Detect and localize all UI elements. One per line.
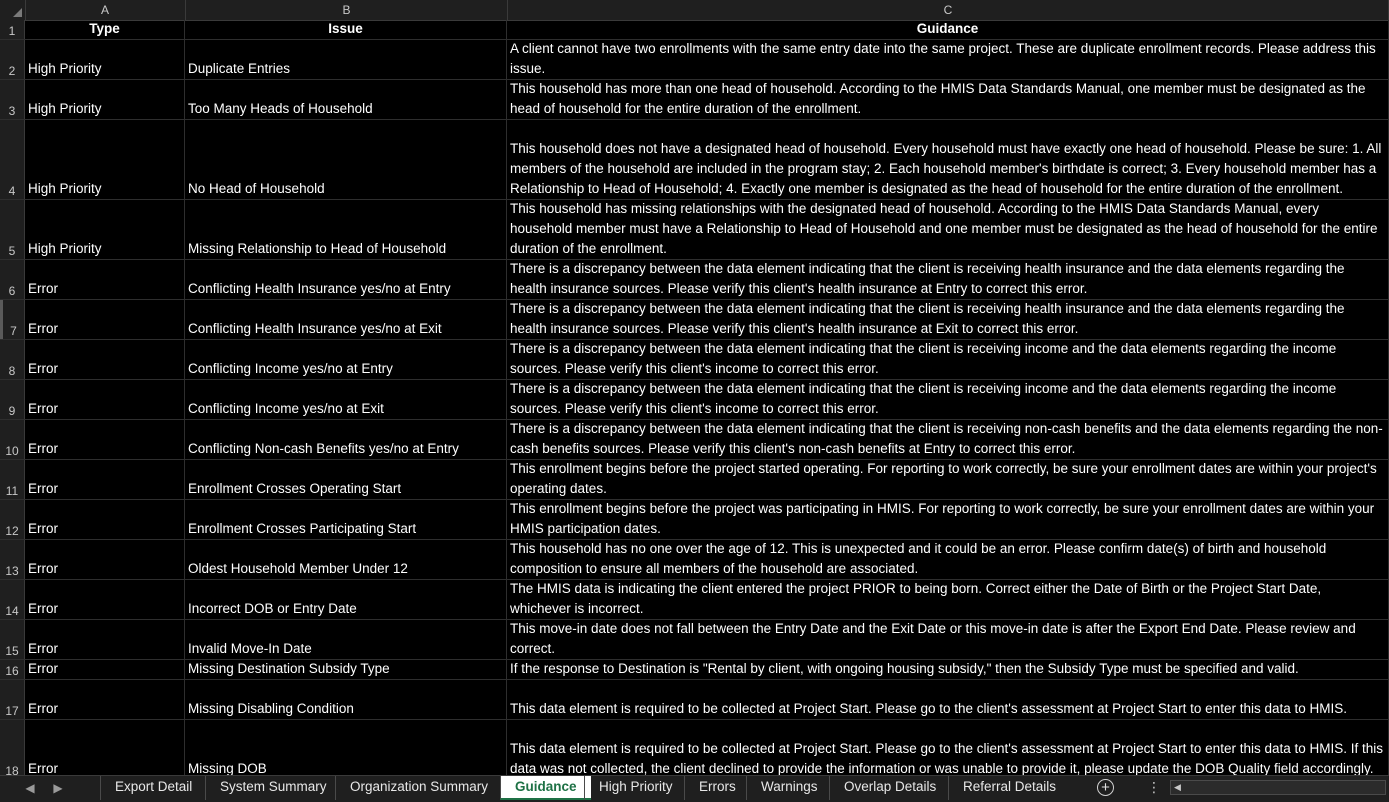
column-header-row: [0, 0, 1389, 21]
cell-guidance[interactable]: This household has no one over the age of 12. This is unexpected and it could be an error. Please confirm date(s) of birth and household composition to ensure all members of the household are associated.: [507, 540, 1389, 579]
cell-type[interactable]: Error: [25, 380, 185, 419]
cell-guidance[interactable]: If the response to Destination is "Rental by client, with ongoing housing subsidy," then the Subsidy Type must be specified and valid.: [507, 660, 1389, 679]
cell-type[interactable]: High Priority: [25, 200, 185, 259]
table-row: [0, 460, 1389, 500]
horizontal-scrollbar[interactable]: [1170, 780, 1386, 795]
table-row: [0, 680, 1389, 720]
cell-type[interactable]: Error: [25, 720, 185, 775]
table-row: [0, 620, 1389, 660]
cell-type[interactable]: Error: [25, 420, 185, 459]
table-row: [0, 500, 1389, 540]
row-number[interactable]: 8: [0, 340, 25, 379]
cell-issue[interactable]: Duplicate Entries: [185, 40, 507, 79]
cell-type[interactable]: Error: [25, 660, 185, 679]
sheet-tab-bar: [0, 775, 1389, 802]
cell-issue[interactable]: Conflicting Income yes/no at Entry: [185, 340, 507, 379]
cell-type[interactable]: Error: [25, 300, 185, 339]
cell-grid: [0, 20, 1389, 775]
cell-type-header[interactable]: Type: [25, 20, 185, 39]
prev-sheet-button[interactable]: ◀: [25, 781, 35, 795]
cell-issue[interactable]: Missing Relationship to Head of Household: [185, 200, 507, 259]
cell-guidance[interactable]: This move-in date does not fall between the Entry Date and the Exit Date or this move-in date is after the Export End Date. Please review and correct.: [507, 620, 1389, 659]
more-options-icon[interactable]: ⋮: [1147, 779, 1161, 795]
cell-issue[interactable]: Conflicting Income yes/no at Exit: [185, 380, 507, 419]
header-row: [0, 20, 1389, 40]
cell-guidance[interactable]: There is a discrepancy between the data element indicating that the client is receiving health insurance and the data elements regarding the health insurance sources. Please verify this client's health insurance at Entry to correct this error.: [507, 260, 1389, 299]
sheet-tab-referral-details[interactable]: Referral Details: [948, 776, 1070, 800]
table-row: [0, 300, 1389, 340]
table-row: [0, 720, 1389, 775]
cell-type[interactable]: Error: [25, 540, 185, 579]
cell-issue[interactable]: Oldest Household Member Under 12: [185, 540, 507, 579]
cell-issue[interactable]: Invalid Move-In Date: [185, 620, 507, 659]
cell-type[interactable]: Error: [25, 500, 185, 539]
cell-guidance[interactable]: There is a discrepancy between the data element indicating that the client is receiving non-cash benefits and the data elements regarding the non-cash benefits sources. Please verify this client's non-cash benefits at Entry to correct this error.: [507, 420, 1389, 459]
cell-issue[interactable]: Incorrect DOB or Entry Date: [185, 580, 507, 619]
column-header-c[interactable]: C: [508, 0, 1389, 20]
table-row: [0, 660, 1389, 680]
row-number[interactable]: 5: [0, 200, 25, 259]
next-sheet-button[interactable]: ▶: [53, 781, 63, 795]
cell-type[interactable]: Error: [25, 260, 185, 299]
sheet-tab-overlap-details[interactable]: Overlap Details: [829, 776, 950, 800]
table-row: [0, 380, 1389, 420]
sheet-tab-organization-summary[interactable]: Organization Summary: [335, 776, 502, 800]
cell-issue[interactable]: Enrollment Crosses Operating Start: [185, 460, 507, 499]
cell-issue[interactable]: Too Many Heads of Household: [185, 80, 507, 119]
column-header-a[interactable]: A: [25, 0, 186, 20]
row-number[interactable]: 17: [0, 680, 25, 719]
table-row: [0, 40, 1389, 80]
cell-type[interactable]: High Priority: [25, 40, 185, 79]
row-number[interactable]: 18: [0, 720, 25, 775]
add-sheet-icon[interactable]: +: [1097, 779, 1114, 796]
row-number[interactable]: 11: [0, 460, 25, 499]
table-row: [0, 260, 1389, 300]
select-all-icon: [13, 8, 22, 17]
row-number[interactable]: 3: [0, 80, 25, 119]
cell-issue[interactable]: Enrollment Crosses Participating Start: [185, 500, 507, 539]
cell-guidance[interactable]: This enrollment begins before the project was participating in HMIS. For reporting to work correctly, be sure your enrollment dates are within your HMIS participation dates.: [507, 500, 1389, 539]
table-row: [0, 120, 1389, 200]
row-number[interactable]: 12: [0, 500, 25, 539]
row-number[interactable]: 9: [0, 380, 25, 419]
cell-type[interactable]: High Priority: [25, 120, 185, 199]
cell-guidance[interactable]: The HMIS data is indicating the client entered the project PRIOR to being born. Correct either the Date of Birth or the Project Start Date, whichever is incorrect.: [507, 580, 1389, 619]
table-row: [0, 540, 1389, 580]
sheet-tab-export-detail[interactable]: Export Detail: [100, 776, 206, 800]
cell-issue[interactable]: Missing DOB: [185, 720, 507, 775]
cell-type[interactable]: High Priority: [25, 80, 185, 119]
sheet-tab-guidance[interactable]: Guidance: [500, 776, 591, 800]
row-number[interactable]: 16: [0, 660, 25, 679]
cell-issue-header[interactable]: Issue: [185, 20, 507, 39]
sheet-tab-warnings[interactable]: Warnings: [746, 776, 832, 800]
cell-issue[interactable]: Missing Destination Subsidy Type: [185, 660, 507, 679]
cell-type[interactable]: Error: [25, 340, 185, 379]
sheet-tab-system-summary[interactable]: System Summary: [205, 776, 341, 800]
cell-guidance[interactable]: This household has more than one head of household. According to the HMIS Data Standards Manual, one member must be designated as the head of household for the entire duration of the enrollment.: [507, 80, 1389, 119]
table-row: [0, 340, 1389, 380]
cell-issue[interactable]: Conflicting Health Insurance yes/no at Exit: [185, 300, 507, 339]
table-row: [0, 420, 1389, 460]
cell-issue[interactable]: Missing Disabling Condition: [185, 680, 507, 719]
cell-guidance[interactable]: This household does not have a designated head of household. Every household must have exactly one head of household. Please be sure: 1. All members of the household are included in the program stay; 2. Each household member's birthdate is correct; 3. Every household member has a Relationship to Head of Household; 4. Exactly one member is designated as the head of household for the entire duration of the enrollment.: [507, 120, 1389, 199]
cell-guidance[interactable]: This data element is required to be collected at Project Start. Please go to the client's assessment at Project Start to enter this data to HMIS.: [507, 680, 1389, 719]
row-number[interactable]: 6: [0, 260, 25, 299]
cell-type[interactable]: Error: [25, 460, 185, 499]
sheet-tab-errors[interactable]: Errors: [684, 776, 750, 800]
row-number[interactable]: 15: [0, 620, 25, 659]
cell-guidance[interactable]: This enrollment begins before the project started operating. For reporting to work correctly, be sure your enrollment dates are within your project's operating dates.: [507, 460, 1389, 499]
column-header-b[interactable]: B: [186, 0, 508, 20]
sheet-tab-high-priority[interactable]: High Priority: [584, 776, 687, 800]
table-row: [0, 580, 1389, 620]
cell-guidance[interactable]: There is a discrepancy between the data element indicating that the client is receiving health insurance and the data elements regarding the health insurance sources. Please verify this client's health insurance at Exit to correct this error.: [507, 300, 1389, 339]
table-row: [0, 80, 1389, 120]
row-number[interactable]: 13: [0, 540, 25, 579]
scroll-left-icon[interactable]: ◀: [1174, 782, 1181, 792]
cell-issue[interactable]: Conflicting Health Insurance yes/no at Entry: [185, 260, 507, 299]
row-number[interactable]: 7: [0, 300, 25, 339]
cell-type[interactable]: Error: [25, 680, 185, 719]
row-number[interactable]: 1: [0, 20, 25, 39]
row-number[interactable]: 2: [0, 40, 25, 79]
cell-guidance[interactable]: A client cannot have two enrollments with the same entry date into the same project. These are duplicate enrollment records. Please address this issue.: [507, 40, 1389, 79]
cell-guidance[interactable]: This data element is required to be collected at Project Start. Please go to the client's assessment at Project Start to enter this data to HMIS. If this data was not collected, the client declined to provide the information or was unable to provide it, please update the DOB Quality field accordingly.: [507, 720, 1389, 775]
cell-issue[interactable]: Conflicting Non-cash Benefits yes/no at Entry: [185, 420, 507, 459]
row-number[interactable]: 10: [0, 420, 25, 459]
cell-type[interactable]: Error: [25, 620, 185, 659]
row-number[interactable]: 4: [0, 120, 25, 199]
cell-guidance[interactable]: There is a discrepancy between the data element indicating that the client is receiving income and the data elements regarding the income sources. Please verify this client's income to correct this error.: [507, 380, 1389, 419]
cell-type[interactable]: Error: [25, 580, 185, 619]
cell-issue[interactable]: No Head of Household: [185, 120, 507, 199]
table-row: [0, 200, 1389, 260]
cell-guidance[interactable]: This household has missing relationships with the designated head of household. According to the HMIS Data Standards Manual, every household member must have a Relationship to Head of Household and one member must be designated as the head of household for the entire duration of the enrollment.: [507, 200, 1389, 259]
select-all-button[interactable]: [0, 0, 26, 20]
row-number[interactable]: 14: [0, 580, 25, 619]
cell-guidance-header[interactable]: Guidance: [507, 20, 1389, 39]
cell-guidance[interactable]: There is a discrepancy between the data element indicating that the client is receiving income and the data elements regarding the income sources. Please verify this client's income to correct this error.: [507, 340, 1389, 379]
